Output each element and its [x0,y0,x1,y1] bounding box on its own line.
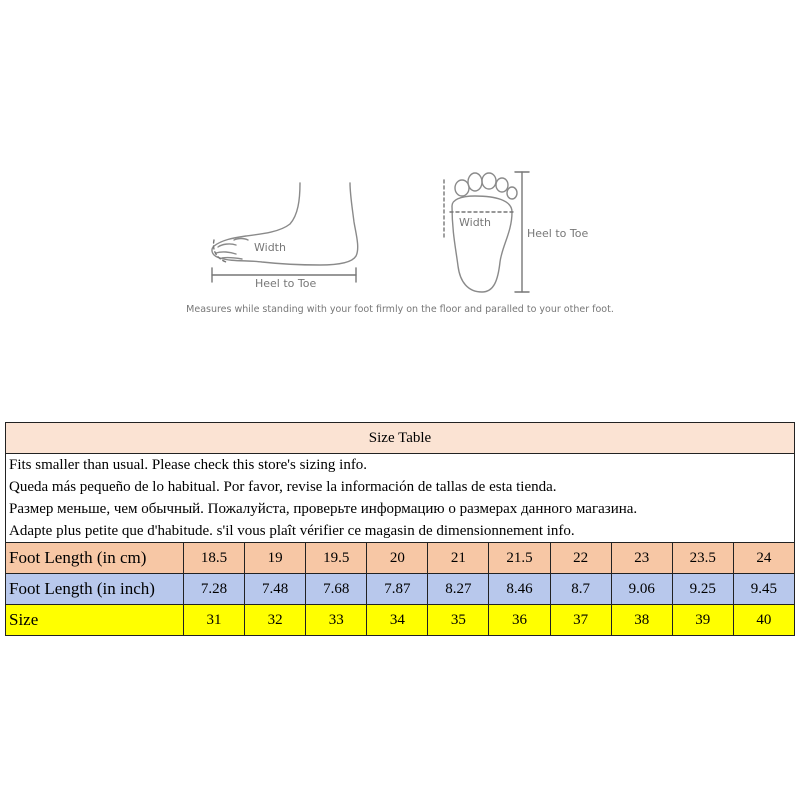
table-cell: 8.46 [489,574,550,605]
note-english: Fits smaller than usual. Please check this store's sizing info. [6,454,795,477]
foot-measurement-illustration [0,0,800,330]
table-cell: 38 [611,605,672,636]
table-cell: 20 [367,543,428,574]
table-cell: 8.7 [550,574,611,605]
note-french: Adapte plus petite que d'habitude. s'il vous plaît vérifier ce magasin de dimensionnement info. [6,520,795,543]
table-cell: 34 [367,605,428,636]
table-cell: 7.68 [306,574,367,605]
table-row-foot-length-inch [6,574,795,605]
table-cell: 37 [550,605,611,636]
table-cell: 35 [428,605,489,636]
table-row-size [6,605,795,636]
foot-diagram [0,0,800,330]
table-cell: 19.5 [306,543,367,574]
measurement-caption: Measures while standing with your foot firmly on the floor and paralled to your other foot. [186,304,614,315]
table-cell: 18.5 [184,543,245,574]
table-cell: 7.87 [367,574,428,605]
table-cell: 36 [489,605,550,636]
table-cell: 21.5 [489,543,550,574]
table-cell: 19 [245,543,306,574]
size-table [5,422,795,636]
sole-length-label: Heel to Toe [527,227,589,240]
table-cell: 32 [245,605,306,636]
table-row-foot-length-cm [6,543,795,574]
table-cell: 9.45 [733,574,794,605]
table-cell: 8.27 [428,574,489,605]
table-cell: 7.28 [184,574,245,605]
row-label: Foot Length (in inch) [6,574,184,605]
table-cell: 21 [428,543,489,574]
table-cell: 33 [306,605,367,636]
side-length-label: Heel to Toe [255,277,317,290]
table-cell: 23 [611,543,672,574]
table-cell: 9.25 [672,574,733,605]
table-cell: 24 [733,543,794,574]
row-label: Foot Length (in cm) [6,543,184,574]
table-cell: 31 [184,605,245,636]
table-cell: 7.48 [245,574,306,605]
sole-view-foot [444,172,529,292]
size-table-title: Size Table [6,423,795,454]
note-spanish: Queda más pequeño de lo habitual. Por favor, revise la información de tallas de esta tienda. [6,476,795,498]
table-cell: 22 [550,543,611,574]
table-cell: 9.06 [611,574,672,605]
table-cell: 40 [733,605,794,636]
sole-width-label: Width [459,216,491,229]
table-cell: 23.5 [672,543,733,574]
side-width-label: Width [254,241,286,254]
note-russian: Размер меньше, чем обычный. Пожалуйста, проверьте информацию о размерах данного магазина. [6,498,795,520]
table-cell: 39 [672,605,733,636]
row-label: Size [6,605,184,636]
side-view-foot [212,183,358,282]
